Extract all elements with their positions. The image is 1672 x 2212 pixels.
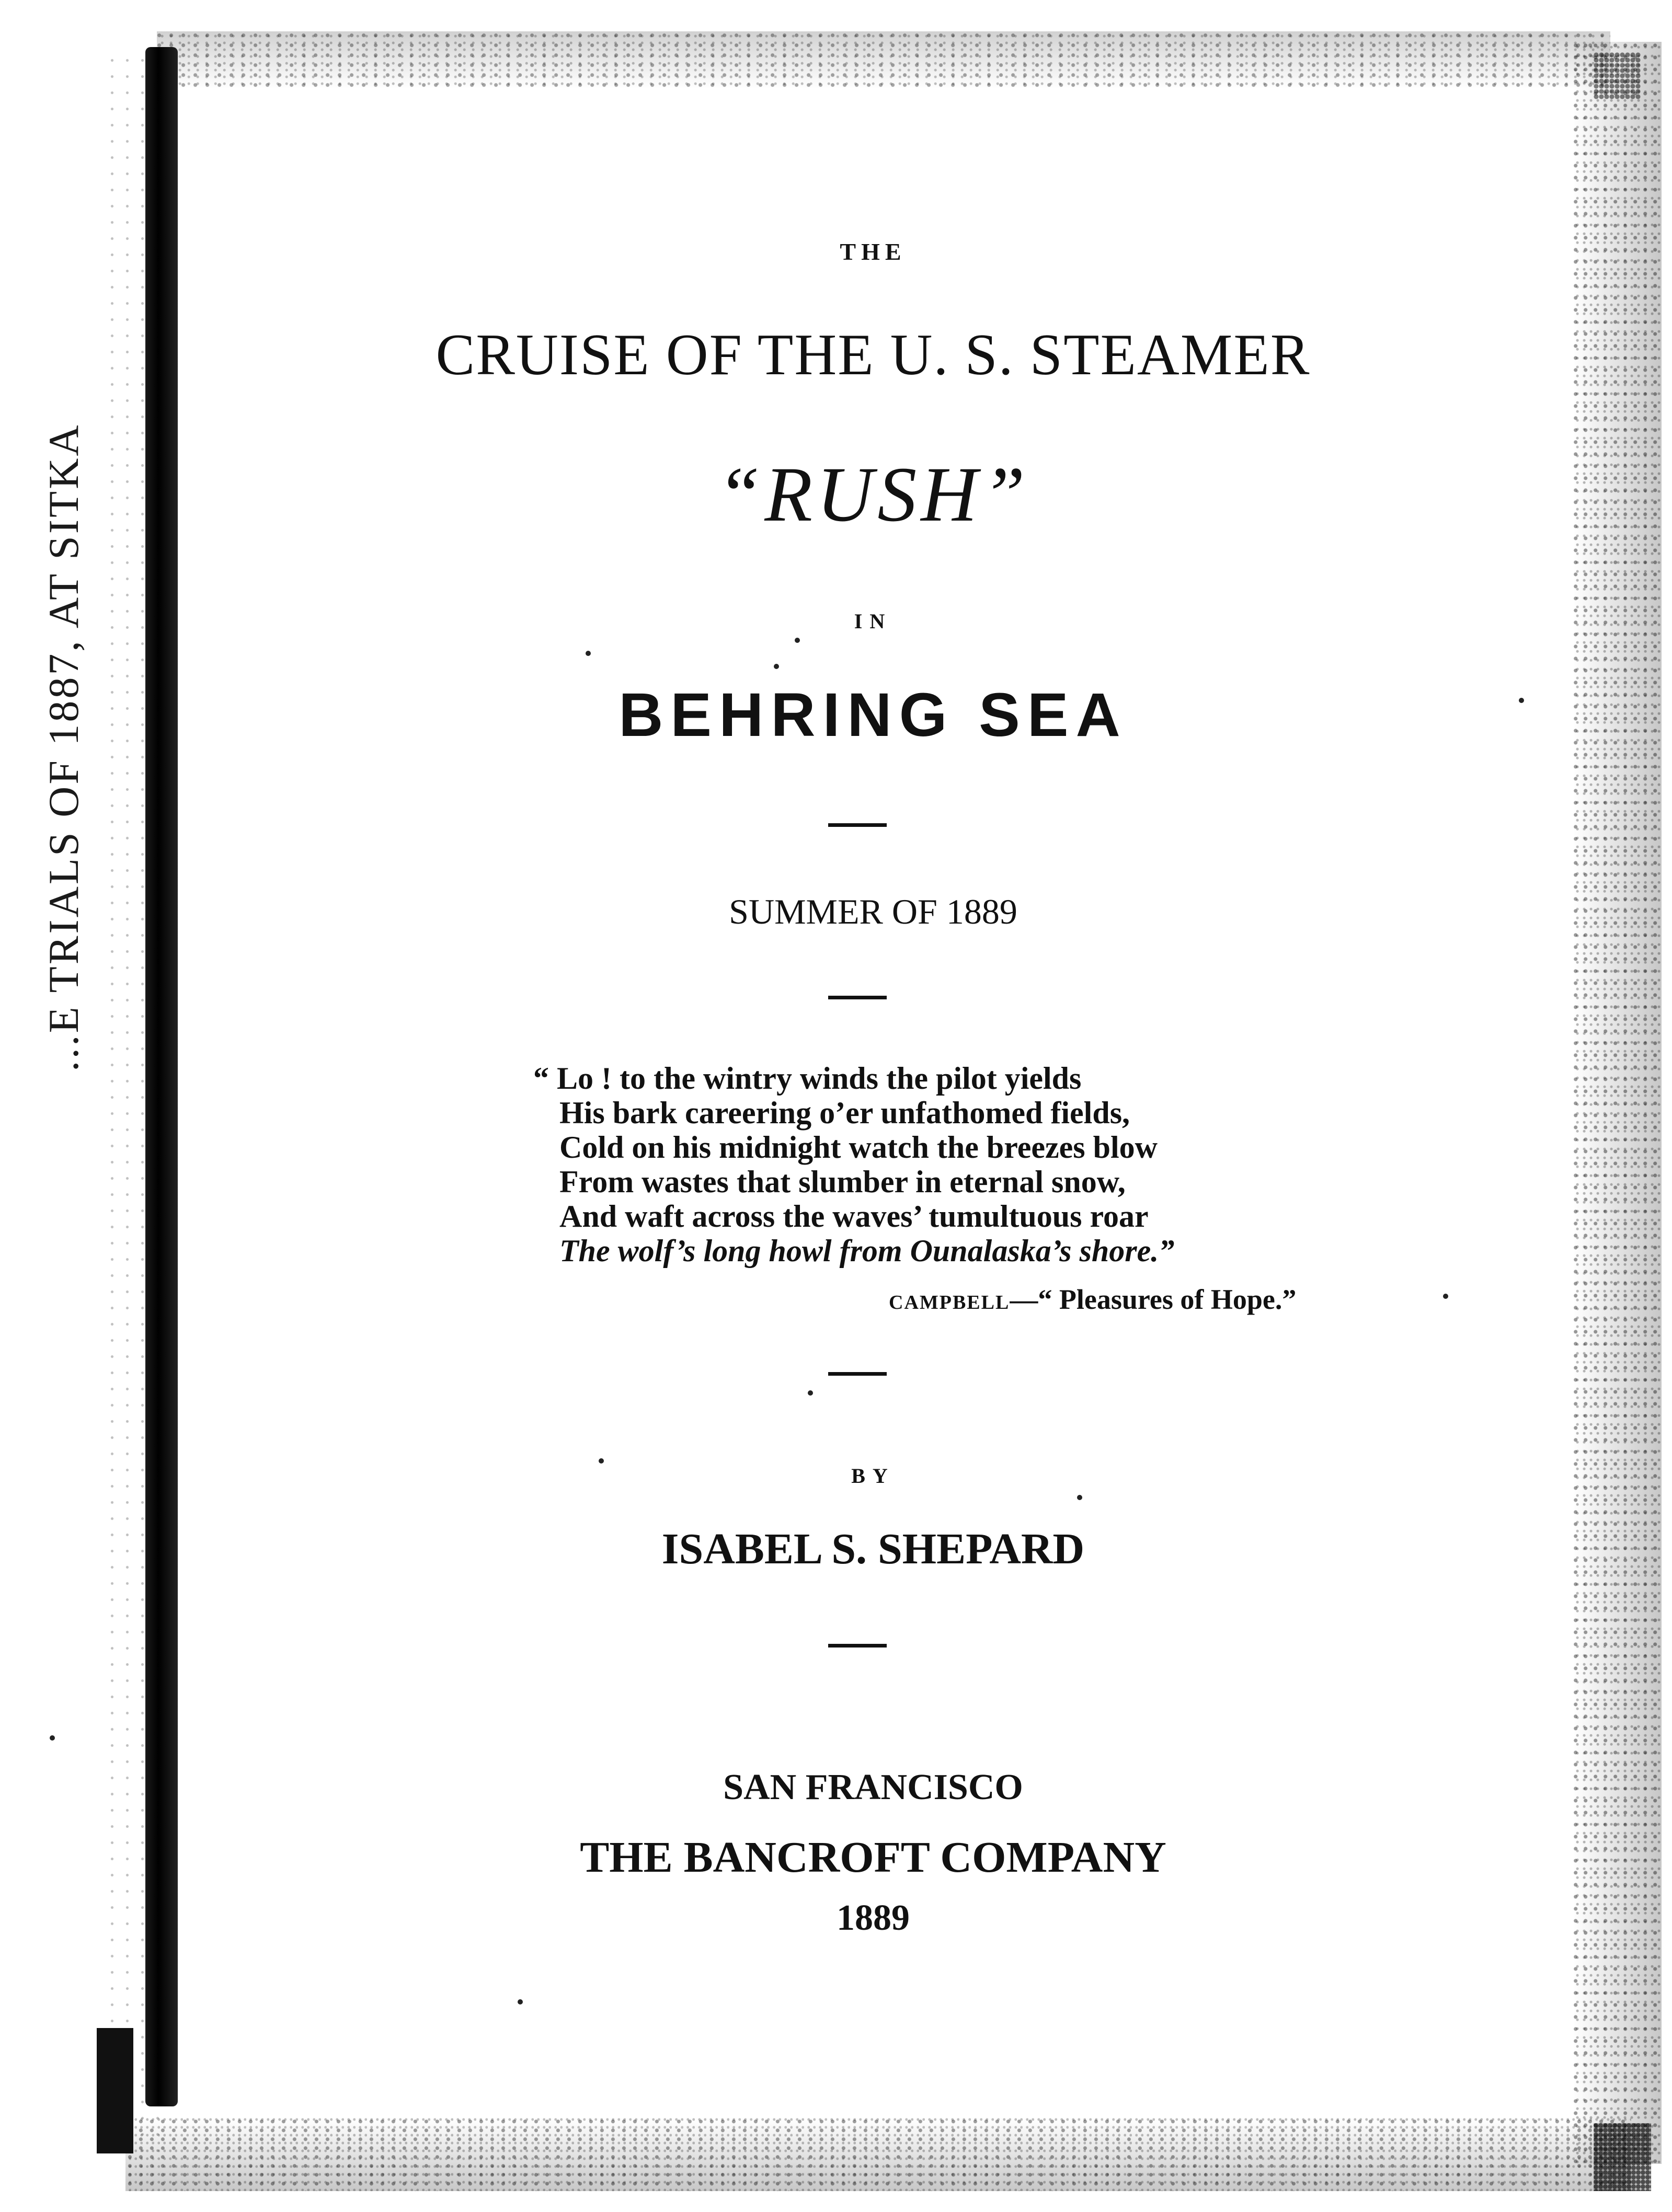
divider-rule [828,1644,887,1648]
binding-spine-foot [97,2028,133,2153]
author-name: ISABEL S. SHEPARD [661,1525,1085,1573]
title-preposition: IN [854,609,892,633]
scan-speck [1519,698,1524,703]
epigraph-poem [533,1061,1396,1268]
ship-name: “RUSH” [716,451,1030,538]
attribution-work: —“ Pleasures of Hope.” [1010,1284,1297,1315]
scan-speck [518,1999,523,2004]
scan-speck [599,1458,604,1464]
scan-speck [586,651,591,656]
scan-speck [50,1735,55,1741]
scan-corner-top-right [1594,52,1641,99]
epigraph-attribution [889,1283,1296,1316]
divider-rule [828,996,887,999]
title-article: THE [840,238,907,265]
spine-title: ...E TRIALS OF 1887, AT SITKA [40,423,87,1072]
scan-speck [808,1390,813,1396]
main-title: CRUISE OF THE U. S. STEAMER [436,322,1311,387]
subtitle: SUMMER OF 1889 [729,892,1017,931]
byline-label: BY [851,1464,895,1488]
scan-noise-bottom [125,2118,1631,2191]
scan-noise-top [157,31,1610,89]
attribution-author: CAMPBELL [889,1292,1010,1314]
imprint-publisher: THE BANCROFT COMPANY [580,1833,1166,1882]
epigraph-line: “ Lo ! to the wintry winds the pilot yields [533,1061,1082,1096]
scan-speck [795,638,800,643]
epigraph-line: And waft across the waves’ tumultuous roar [559,1199,1149,1234]
scan-noise-right [1573,42,1662,2164]
scan-speck [1443,1294,1448,1299]
scan-speck [774,664,779,669]
location-title: BEHRING SEA [619,681,1128,750]
scan-speck [1077,1495,1082,1500]
epigraph-line: Cold on his midnight watch the breezes blow [559,1130,1158,1165]
imprint-year: 1889 [837,1898,910,1938]
scan-corner-bottom-right [1594,2123,1651,2191]
imprint-city: SAN FRANCISCO [723,1767,1023,1807]
divider-rule [828,823,887,827]
epigraph-line: The wolf’s long howl from Ounalaska’s shore.” [559,1234,1175,1268]
divider-rule [828,1372,887,1376]
epigraph-line: From wastes that slumber in eternal snow, [559,1165,1126,1199]
epigraph-line: His bark careering o’er unfathomed fields, [559,1096,1130,1130]
